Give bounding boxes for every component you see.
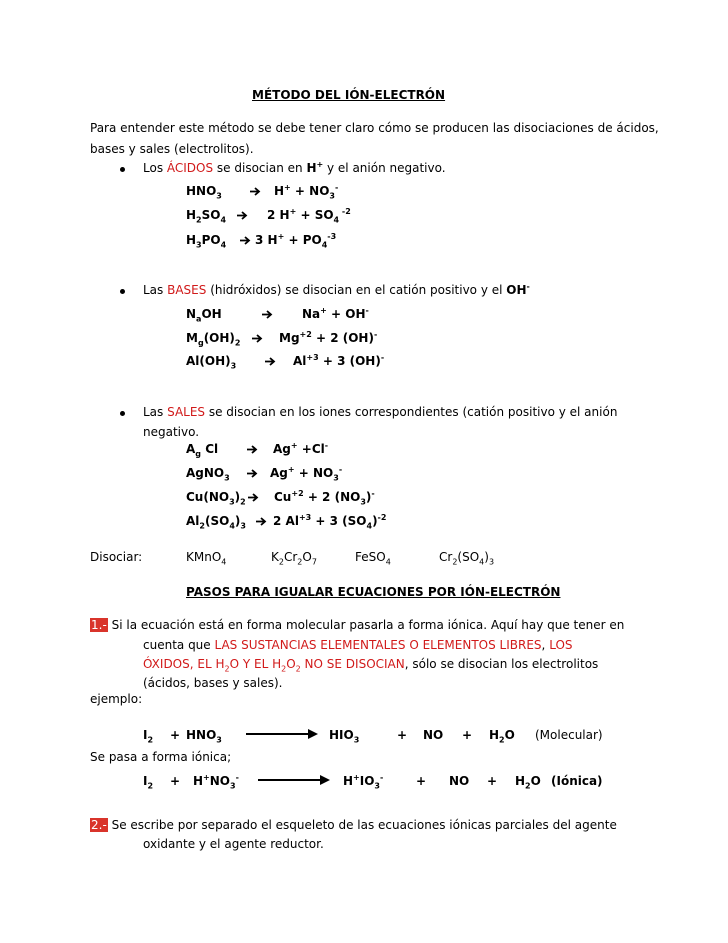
eq-mol-plus: +: [170, 728, 181, 742]
salts-heading: Las SALES se disocian en los iones correspondientes (catión positivo y el anión: [143, 405, 618, 419]
arrow-right-icon: [252, 333, 263, 344]
base-formula-mgoh2: $M_g(OH)_2$: [186, 331, 241, 348]
acids-heading: Los ÁCIDOS se disocian en H+ y el anión negativo.: [143, 160, 446, 175]
bullet: [120, 167, 125, 172]
eq-mol-plus: +: [397, 728, 408, 742]
arrow-right-icon: [256, 516, 267, 527]
base-formula-aloh3: $Al(OH)_3$: [186, 354, 237, 371]
arrow-right-icon: [248, 492, 259, 503]
bullet: [120, 411, 125, 416]
page-title: MÉTODO DEL IÓN-ELECTRÓN: [252, 88, 446, 102]
arrow-right-icon: [247, 444, 258, 455]
salt-formula-cuno32: $Cu(NO_3)_2$: [186, 490, 246, 507]
disociar-item-k2cr2o7: $K_2Cr_2O_7$: [271, 550, 317, 567]
base-products-aloh3: $Al^{+3} + 3$ (OH)-: [293, 353, 385, 368]
eq-mol-hno3: $HNO_3$: [186, 728, 222, 745]
salts-keyword: SALES: [167, 405, 206, 419]
ejemplo-label: ejemplo:: [90, 692, 143, 706]
eq-ion-hio3: $H^+IO_3^-$: [343, 773, 384, 791]
step-2-line-2: oxidante y el agente reductor.: [143, 837, 324, 851]
eq-ion-h2o: $H_2O$: [515, 774, 541, 791]
step-1-line-1: 1.- Si la ecuación está en forma molecular pasarla a forma iónica. Aquí hay que tener en: [91, 618, 625, 632]
salt-formula-al2so43: $Al_2(SO_4)_3$: [186, 514, 246, 531]
eq-mol-no: NO: [423, 728, 444, 742]
disociar-label: Disociar:: [90, 550, 143, 564]
step-1-line-2: cuenta que LAS SUSTANCIAS ELEMENTALES O ELEMENTOS LIBRES, LOS: [143, 638, 573, 652]
acid-products-hno3: $H^+ + NO_3^-$: [274, 183, 339, 201]
step-1-line-3: ÓXIDOS, EL $H_2O$ Y EL $H_2O_2$ NO SE DISOCIAN, sólo se disocian los electrolitos: [143, 657, 599, 674]
eq-ion-note: (Iónica): [551, 774, 603, 788]
acid-products-h3po4: 3 $H^+ + PO_4^{-3}$: [255, 232, 337, 250]
section-subtitle: PASOS PARA IGUALAR ECUACIONES POR IÓN-ELECTRÓN: [186, 585, 561, 599]
step-1-badge: 1.-: [91, 618, 107, 632]
eq-ion-plus: +: [416, 774, 427, 788]
disociar-item-kmno4: KMnO$_4$: [186, 550, 227, 567]
acid-formula-h2so4: $H_2SO_4$: [186, 208, 227, 225]
eq-mol-note: (Molecular): [535, 728, 603, 742]
eq-mol-plus: +: [462, 728, 473, 742]
salt-formula-agcl: $A_g$ Cl: [186, 442, 219, 459]
eq-ion-plus: +: [170, 774, 181, 788]
eq-ion-i2: $I_2$: [143, 774, 154, 791]
step-1-line-4: (ácidos, bases y sales).: [143, 676, 283, 690]
step-2-badge: 2.-: [91, 818, 107, 832]
bases-keyword: BASES: [167, 283, 207, 297]
arrow-right-icon: [237, 210, 248, 221]
base-formula-naoh: $N_aOH$: [186, 307, 222, 324]
bullet: [120, 289, 125, 294]
eq-mol-i2: $I_2$: [143, 728, 154, 745]
base-products-mgoh2: $Mg^{+2} + 2$ (OH)-: [279, 330, 378, 345]
salt-formula-agno3: AgNO$_3$: [186, 466, 230, 483]
intro-line-1: Para entender este método se debe tener claro cómo se producen las disociaciones de ácidos,: [90, 121, 659, 135]
eq-ion-plus: +: [487, 774, 498, 788]
step-2-line-1: 2.- Se escribe por separado el esqueleto de las ecuaciones iónicas parciales del agente: [91, 818, 617, 832]
arrow-right-icon: [265, 356, 276, 367]
arrow-right-icon: [250, 186, 261, 197]
disociar-item-cr2so43: $Cr_2(SO_4)_3$: [439, 550, 495, 567]
salt-products-cuno32: $Cu^{+2} + 2$ $(NO_3)^-$: [274, 489, 375, 507]
salt-products-al2so43: 2 $Al^{+3} + 3$ $(SO_4)^{-2}$: [273, 513, 387, 531]
arrow-right-icon: [262, 309, 273, 320]
acid-formula-hno3: $HNO_3$: [186, 184, 222, 201]
acid-products-h2so4: 2 $H^+ + SO_4$ $^{-2}$: [267, 207, 351, 225]
salt-products-agcl: Ag+ +Cl-: [273, 441, 329, 456]
bases-heading: Las BASES (hidróxidos) se disocian en el catión positivo y el OH-: [143, 282, 530, 297]
acid-formula-h3po4: $H_3PO_4$: [186, 233, 227, 250]
disociar-item-feso4: FeSO$_4$: [355, 550, 391, 567]
base-products-naoh: Na+ + OH-: [302, 306, 369, 321]
arrow-right-icon: [240, 235, 251, 246]
salt-products-agno3: $Ag^+ + NO_3^-$: [270, 465, 343, 483]
eq-ion-hno3: $H^+NO_3^-$: [193, 773, 239, 791]
reaction-arrow-icon: [258, 774, 330, 786]
eq-ion-no: NO: [449, 774, 470, 788]
arrow-right-icon: [247, 468, 258, 479]
reaction-arrow-icon: [246, 728, 318, 740]
intro-line-2: bases y sales (electrolitos).: [90, 142, 254, 156]
acids-keyword: ÁCIDOS: [166, 161, 214, 175]
eq-mol-h2o: $H_2O$: [489, 728, 515, 745]
salts-heading-line-2: negativo.: [143, 425, 200, 439]
eq-mol-hio3: $HIO_3$: [329, 728, 360, 745]
ionic-label: Se pasa a forma iónica;: [90, 750, 232, 764]
